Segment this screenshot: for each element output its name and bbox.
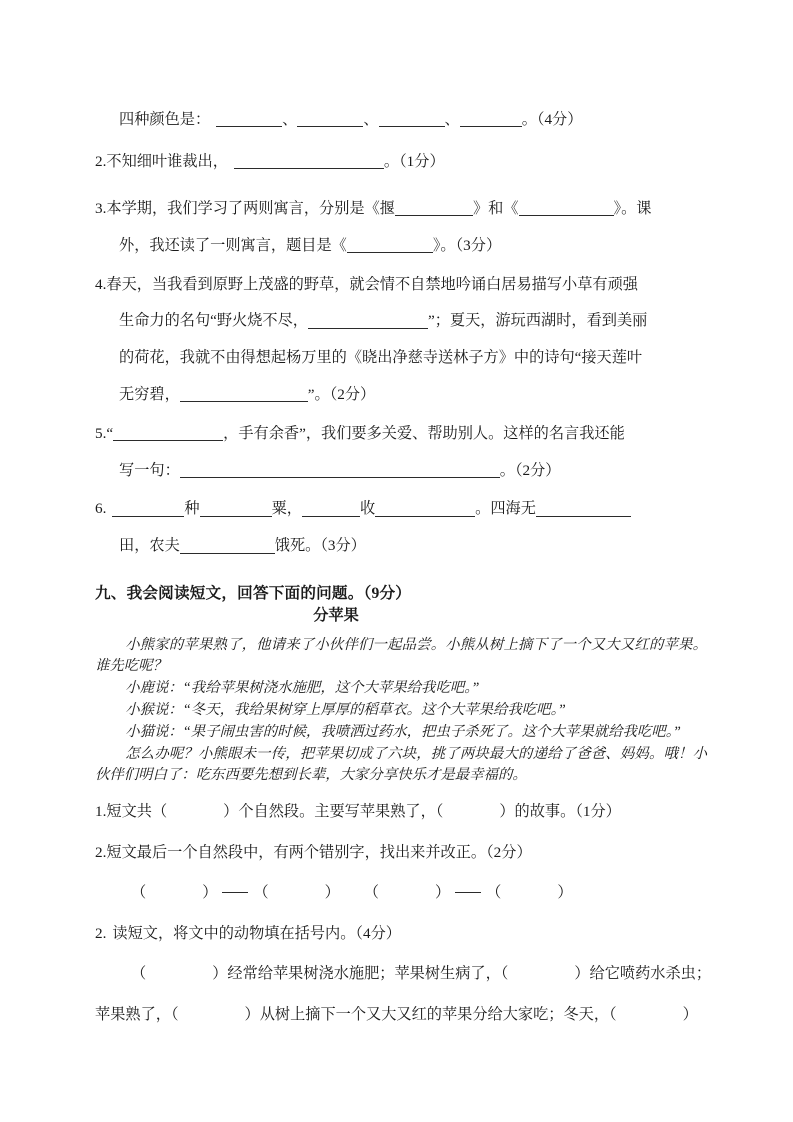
q4-line-2: [95, 303, 707, 340]
rq3-line2-c: ）: [682, 1005, 698, 1023]
rq2-close-1: ）: [202, 884, 218, 902]
q6-line-1: [95, 491, 707, 528]
q4-line4-a: 无穷碧，: [119, 386, 180, 404]
rq1-number: 1.: [95, 803, 107, 821]
q5-quote-open: “: [106, 424, 114, 442]
q3-line1-a: 本学期，我们学习了两则寓言，分别是《: [106, 200, 380, 218]
q1-blank-4[interactable]: [460, 110, 522, 127]
reading-question-3: [95, 922, 707, 946]
q3-number: 3.: [95, 200, 107, 218]
rq1-part-b: ）个自然段。主要写苹果熟了，（: [223, 803, 444, 821]
passage-paragraph-3: 小猴说：“冬天，我给果树穿上厚厚的稻草衣。这个大苹果给我吃吧。”: [125, 701, 566, 718]
q6-line1-a: 种: [184, 500, 200, 518]
rq1-part-a: 短文共（: [106, 803, 168, 821]
q6-blank-1[interactable]: [112, 500, 184, 517]
q3-blank-3[interactable]: [347, 236, 433, 253]
q2-points: （1分）: [399, 152, 445, 170]
rq3-line1-b: ）经常给苹果树浇水施肥；苹果树生病了，（: [212, 965, 509, 983]
question-3: [95, 191, 707, 265]
q6-blank-4[interactable]: [375, 500, 475, 517]
q2-text: 不知细叶谁裁出，: [106, 152, 228, 170]
passage-paragraph-2: 小鹿说：“我给苹果树浇水施肥，这个大苹果给我吃吧。”: [125, 680, 480, 697]
reading-question-3-line-1: [95, 962, 712, 986]
q6-blank-5[interactable]: [536, 500, 631, 517]
rq2-open-4: （: [486, 884, 502, 902]
q4-line2-b: ”；夏天，游玩西湖时，看到美丽: [428, 312, 648, 330]
q4-line-3: [95, 340, 707, 377]
q2-period: 。: [383, 152, 400, 170]
reading-question-2-answer-row: [95, 881, 707, 905]
q6-points: （3分）: [320, 537, 366, 555]
q2-blank-1[interactable]: [234, 152, 384, 169]
q3-line2-b: 》。: [432, 236, 456, 254]
passage-paragraph-5: 怎么办呢？小熊眼未一传，把苹果切成了六块，挑了两块最大的递给了爸爸、妈妈。哦！小伙伴们明白了：吃东西要先想到长辈，大家分享快乐才是最幸福的。: [95, 745, 707, 783]
rq2-open-2: （: [253, 884, 269, 902]
rq2-text: 短文最后一个自然段中，有两个错别字，找出来并改正。: [106, 843, 487, 861]
rq1-points: （1分）: [575, 803, 621, 821]
reading-question-2: [95, 841, 707, 865]
q3-blank-1[interactable]: [395, 200, 473, 217]
q5-blank-2[interactable]: [180, 461, 500, 478]
q5-line-2: [95, 453, 707, 490]
rq2-close-2: ）: [324, 884, 340, 902]
question-4: [95, 267, 707, 414]
rq3-line2-b: ）从树上摘下一个又大又红的苹果分给大家吃；冬天，（: [244, 1005, 617, 1023]
q1-lead-text: 四种颜色是：: [119, 111, 211, 128]
q6-number: 6.: [95, 500, 107, 518]
rq2-close-4: ）: [557, 884, 573, 902]
q6-line2-a: 田，农夫: [119, 537, 180, 555]
q6-blank-3[interactable]: [302, 500, 360, 517]
q4-line-4: [95, 377, 707, 414]
reading-question-1: [95, 800, 707, 824]
passage-paragraph-1: 小熊家的苹果熟了，他请来了小伙伴们一起品尝。小熊从树上摘下了一个又大又红的苹果。谁先吃呢？: [95, 636, 707, 675]
q4-line1-text: 春天，当我看到原野上茂盛的野草，就会情不自禁地吟诵白居易描写小草有顽强: [106, 275, 638, 293]
rq2-dash-2: [455, 892, 481, 893]
q5-number: 5.: [95, 424, 107, 442]
q6-line1-b: 粟，: [271, 500, 302, 518]
q5-line1-b: ，手有余香”，我们要多关爱、帮助别人。这样的名言我还能: [223, 424, 625, 442]
rq2-open-3: （: [363, 884, 379, 902]
rq3-line2-a: 苹果熟了，（: [95, 1005, 179, 1023]
q4-points: （2分）: [329, 386, 376, 404]
rq3-points: （4分）: [355, 924, 401, 942]
q4-number: 4.: [95, 275, 107, 293]
reading-passage: [95, 635, 707, 786]
rq2-open-1: （: [131, 884, 147, 902]
rq2-number: 2.: [95, 843, 107, 861]
q4-line-1: [95, 267, 707, 304]
question-5: [95, 416, 707, 490]
q4-line2-a: 生命力的名句“野火烧不尽，: [119, 312, 308, 330]
q1-sep-2: 、: [363, 111, 379, 128]
q3-line2-a: 外，我还读了一则寓言，题目是《: [119, 236, 347, 254]
q1-blank-1[interactable]: [216, 110, 282, 127]
q1-points: （4分）: [536, 111, 583, 128]
q4-line4-b: ”。: [307, 386, 330, 404]
q4-blank-2[interactable]: [180, 385, 308, 402]
q3-points: （3分）: [455, 236, 502, 254]
q6-blank-6[interactable]: [180, 537, 275, 554]
rq2-dash-1: [222, 892, 248, 893]
q3-line1-c: 》和《: [472, 200, 519, 218]
q6-line1-c: 收: [359, 500, 376, 518]
rq3-text: 读短文，将文中的动物填在括号内。: [112, 924, 356, 942]
q5-line2-a: 写一句：: [119, 461, 180, 479]
q3-line-1: [95, 191, 707, 228]
passage-title: 分苹果: [313, 606, 359, 624]
reading-questions: [95, 800, 712, 1026]
rq3-line1-a: （: [131, 965, 147, 983]
q5-line-1: [95, 416, 707, 453]
rq3-line1-c: ）给它喷药水杀虫；: [574, 965, 712, 983]
q1-blank-2[interactable]: [297, 110, 363, 127]
q6-line-2: [95, 528, 707, 565]
q6-line2-b: 饿死。: [274, 537, 321, 555]
rq1-part-c: ）的故事。: [499, 803, 576, 821]
q4-blank-1[interactable]: [308, 312, 428, 329]
question-1-continuation: [95, 108, 707, 132]
q5-blank-1[interactable]: [113, 424, 223, 441]
reading-question-3-line-2: [95, 1003, 707, 1027]
rq2-points: （2分）: [486, 843, 532, 861]
q3-line-2: [95, 228, 707, 265]
reading-section-heading: 九、我会阅读短文，回答下面的问题。（9分）: [95, 584, 412, 602]
question-2: [95, 150, 707, 174]
page-content: [95, 108, 712, 1044]
rq2-close-3: ）: [434, 884, 451, 902]
q5-points: （2分）: [514, 461, 561, 479]
q1-sep-1: 、: [282, 111, 298, 128]
q4-line3-text: 的荷花，我就不由得想起杨万里的《晓出净慈寺送林子方》中的诗句“接天莲叶: [119, 349, 643, 367]
q6-line1-d: 。四海无: [475, 500, 536, 518]
q3-blank-2[interactable]: [519, 200, 614, 217]
passage-paragraph-4: 小猫说：“果子闹虫害的时候，我喷洒过药水，把虫子杀死了。这个大苹果就给我吃吧。”: [125, 723, 681, 740]
q3-char-ya: 揠: [379, 200, 395, 218]
q1-blank-3[interactable]: [379, 110, 445, 127]
q1-sep-3: 、: [444, 111, 460, 128]
question-6: [95, 491, 707, 565]
q5-line2-b: 。: [499, 461, 515, 479]
q1-period: 。: [521, 111, 537, 128]
q3-line1-d: 》。课: [613, 200, 652, 218]
q6-blank-2[interactable]: [200, 500, 272, 517]
rq3-number: 2.: [95, 924, 107, 942]
q2-number: 2.: [95, 152, 107, 170]
